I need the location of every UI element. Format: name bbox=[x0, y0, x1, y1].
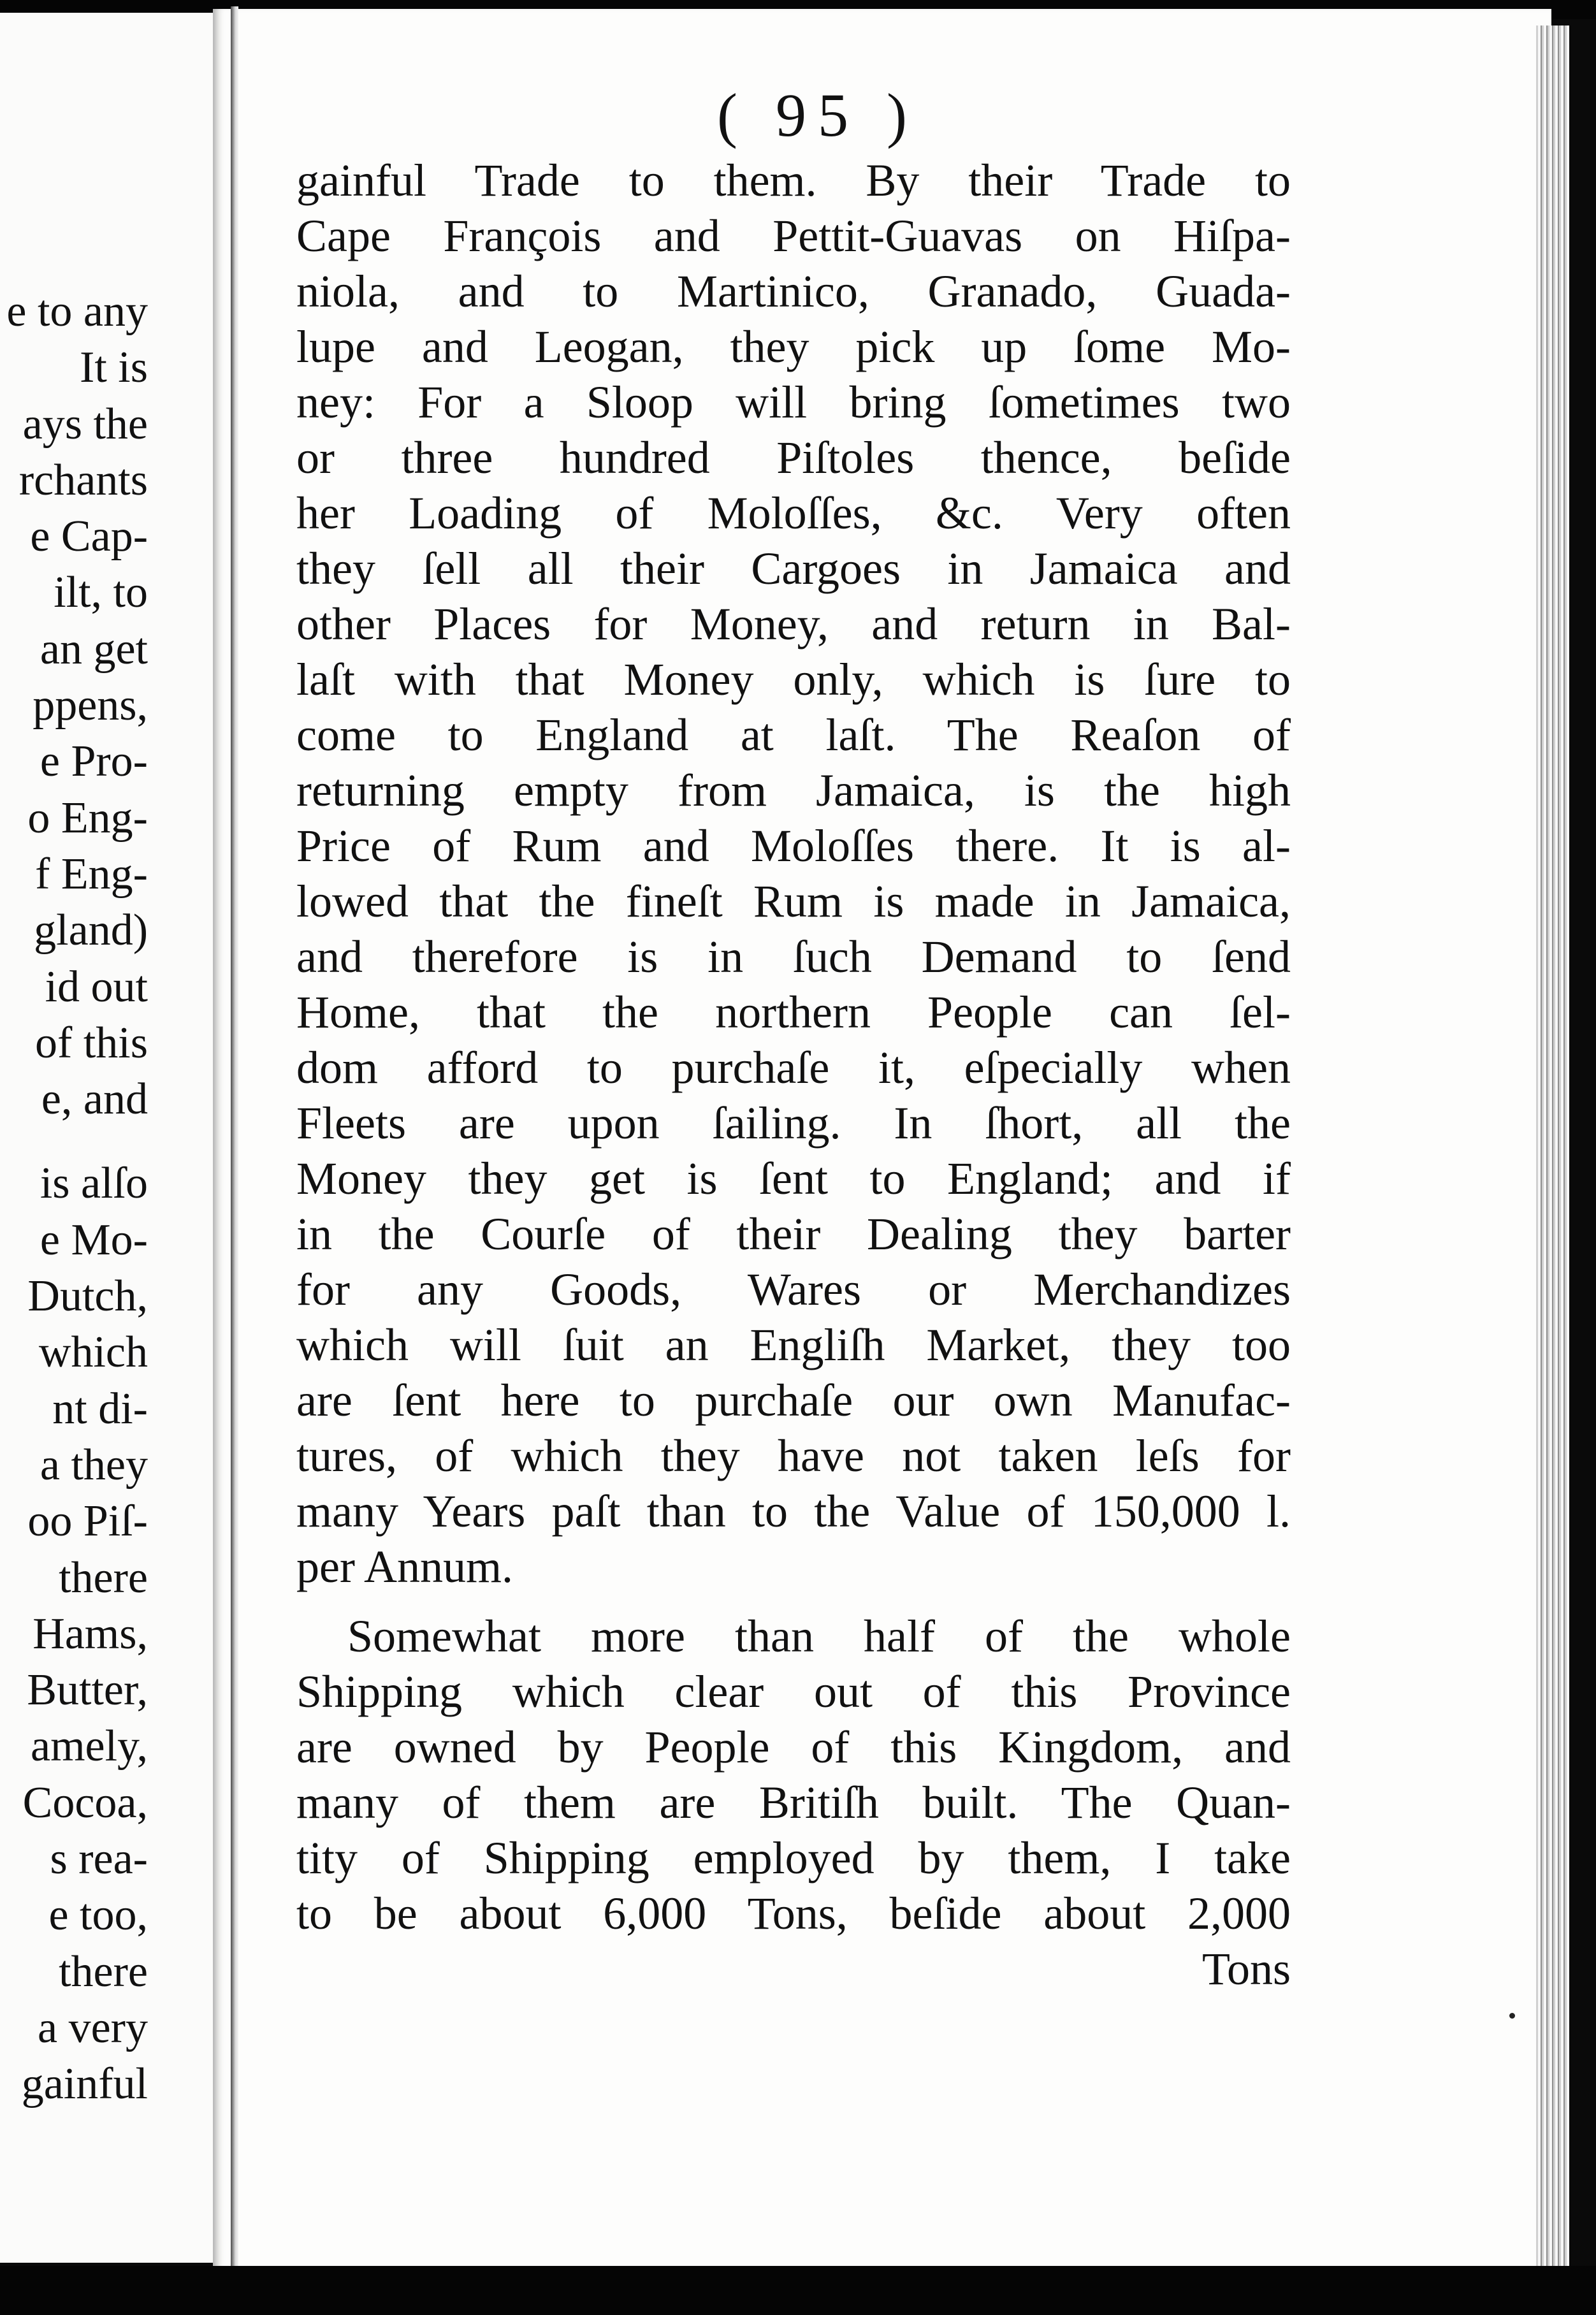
paragraph-1 bbox=[296, 153, 1291, 1595]
text-line: lowed that the fineſt Rum is made in Jamaica, bbox=[296, 876, 1291, 927]
left-page-text bbox=[0, 284, 148, 2113]
left-page-line: ilt, to bbox=[54, 568, 148, 618]
left-page-line: a very bbox=[38, 2003, 148, 2052]
page-edge-stack bbox=[1536, 25, 1569, 2275]
text-line: or three hundred Piſtoles thence, beſide bbox=[296, 432, 1291, 483]
scan-bottom-border bbox=[0, 2266, 1596, 2315]
left-page-line: s rea- bbox=[50, 1834, 148, 1884]
left-page-line: e to any bbox=[6, 287, 148, 336]
text-line: laſt with that Money only, which is ſure to bbox=[296, 654, 1291, 705]
text-line: are owned by People of this Kingdom, and bbox=[296, 1722, 1291, 1773]
text-line: other Places for Money, and return in Bal- bbox=[296, 599, 1291, 650]
text-line: Money they get is ſent to England; and if bbox=[296, 1153, 1291, 1204]
text-line: Home, that the northern People can ſel- bbox=[296, 987, 1291, 1038]
left-page bbox=[0, 13, 233, 2263]
left-page-line: is alſo bbox=[40, 1159, 148, 1208]
left-page-line: amely, bbox=[31, 1722, 148, 1771]
text-line: Cape François and Pettit-Guavas on Hiſpa- bbox=[296, 210, 1291, 261]
catchword: Tons bbox=[1202, 1943, 1291, 1994]
left-page-line: which bbox=[38, 1328, 148, 1377]
page-number: ( 95 ) bbox=[717, 81, 918, 149]
left-page-line: there bbox=[59, 1553, 148, 1602]
left-page-line: rchants bbox=[18, 455, 148, 505]
left-page-line: gainful bbox=[21, 2059, 148, 2109]
text-line: come to England at laſt. The Reaſon of bbox=[296, 709, 1291, 760]
text-line: her Loading of Moloſſes, &c. Very often bbox=[296, 488, 1291, 539]
text-line: Fleets are upon ſailing. In ſhort, all the bbox=[296, 1098, 1291, 1149]
text-line: returning empty from Jamaica, is the high bbox=[296, 765, 1291, 816]
text-line: and therefore is in ſuch Demand to ſend bbox=[296, 931, 1291, 982]
left-page-line: e Mo- bbox=[40, 1215, 148, 1265]
text-line: ney: For a Sloop will bring ſometimes two bbox=[296, 377, 1291, 428]
left-page-line bbox=[0, 1128, 148, 1156]
paragraph-gap bbox=[296, 1595, 1291, 1609]
text-line: many Years paſt than to the Value of 150,000 l. bbox=[296, 1486, 1291, 1537]
left-page-line: ays the bbox=[22, 399, 148, 449]
text-line: Somewhat more than half of the whole bbox=[347, 1611, 1291, 1662]
left-page-line: a they bbox=[40, 1440, 148, 1490]
text-line: are ſent here to purchaſe our own Manufac- bbox=[296, 1375, 1291, 1426]
text-line: many of them are Britiſh built. The Quan- bbox=[296, 1777, 1291, 1828]
text-line: tures, of which they have not taken leſs for bbox=[296, 1430, 1291, 1481]
left-page-line: It is bbox=[80, 343, 148, 393]
book-gutter bbox=[231, 6, 238, 2275]
left-page-line: e Cap- bbox=[30, 512, 148, 562]
speck-mark bbox=[1509, 2013, 1515, 2019]
left-page-line: gland) bbox=[34, 906, 148, 955]
left-page-line: Hams, bbox=[33, 1609, 148, 1658]
left-page-line: e Pro- bbox=[40, 737, 148, 787]
paragraph-2 bbox=[296, 1609, 1291, 1941]
left-page-line: there bbox=[59, 1947, 148, 1996]
left-page-line: o Eng- bbox=[27, 793, 148, 843]
left-page-line: e, and bbox=[41, 1075, 148, 1124]
text-line: Shipping which clear out of this Province bbox=[296, 1666, 1291, 1717]
left-page-line: id out bbox=[45, 962, 148, 1012]
left-page-line: Butter, bbox=[27, 1665, 148, 1715]
text-line: for any Goods, Wares or Merchandizes bbox=[296, 1264, 1291, 1315]
text-line: gainful Trade to them. By their Trade to bbox=[296, 155, 1291, 206]
left-page-line: Dutch, bbox=[27, 1272, 148, 1321]
left-page-line: f Eng- bbox=[35, 849, 148, 899]
text-line: dom afford to purchaſe it, eſpecially when bbox=[296, 1042, 1291, 1093]
left-page-line: of this bbox=[35, 1018, 148, 1068]
left-page-line: ppens, bbox=[33, 681, 148, 730]
left-page-line: e too, bbox=[48, 1890, 148, 1940]
text-line: to be about 6,000 Tons, beſide about 2,000 bbox=[296, 1888, 1291, 1939]
text-line: Price of Rum and Moloſſes there. It is al- bbox=[296, 820, 1291, 871]
text-line: which will ſuit an Engliſh Market, they too bbox=[296, 1319, 1291, 1370]
text-line: they ſell all their Cargoes in Jamaica and bbox=[296, 543, 1291, 594]
left-page-line: Cocoa, bbox=[22, 1778, 148, 1827]
body-text bbox=[296, 153, 1291, 1997]
text-line: tity of Shipping employed by them, I take bbox=[296, 1832, 1291, 1883]
text-line: per Annum. bbox=[296, 1541, 513, 1592]
left-page-line: an get bbox=[40, 624, 148, 674]
left-page-line: nt di- bbox=[52, 1384, 148, 1433]
text-line: niola, and to Martinico, Granado, Guada- bbox=[296, 266, 1291, 317]
left-page-line: oo Piſ- bbox=[27, 1497, 148, 1546]
text-line: lupe and Leogan, they pick up ſome Mo- bbox=[296, 321, 1291, 372]
text-line: in the Courſe of their Dealing they barter bbox=[296, 1208, 1291, 1259]
